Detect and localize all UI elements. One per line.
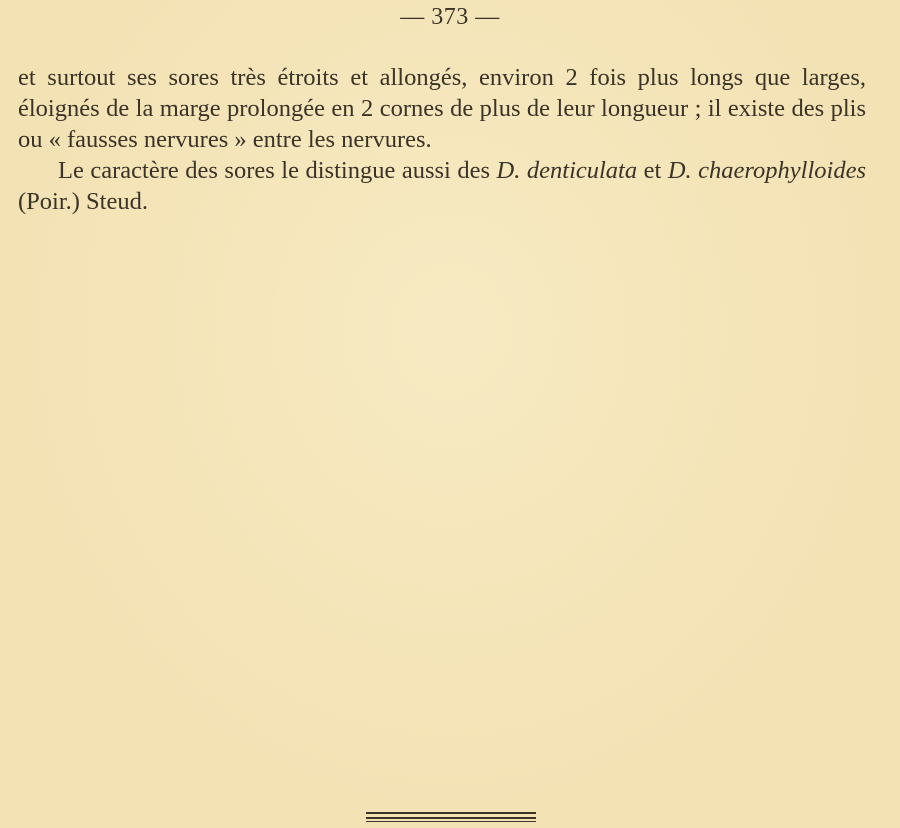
body-text <box>18 62 866 217</box>
species-name-chaerophylloides: D. chaerophylloides <box>667 157 866 184</box>
species-name-denticulata: D. denticulata <box>496 157 638 184</box>
rule-line-top <box>366 812 536 814</box>
rule-line-middle <box>366 817 536 819</box>
paragraph-2-text-a: Le caractère des sores le distingue aussi des <box>58 157 497 184</box>
rule-line-bottom <box>366 821 536 822</box>
page-number: — 373 — <box>400 4 500 30</box>
paragraph-2 <box>18 155 866 217</box>
end-of-section-rule <box>366 812 536 822</box>
paragraph-2-text-c: (Poir.) Steud. <box>18 188 148 215</box>
paragraph-2-text-b: et <box>637 157 668 184</box>
paragraph-1: et surtout ses sores très étroits et allongés, environ 2 fois plus longs que larges, éloignés de la marge prolongée en 2 cornes de plus de leur longueur ; il existe des plis ou « fausses nervures » entre les nervures. <box>18 64 866 153</box>
